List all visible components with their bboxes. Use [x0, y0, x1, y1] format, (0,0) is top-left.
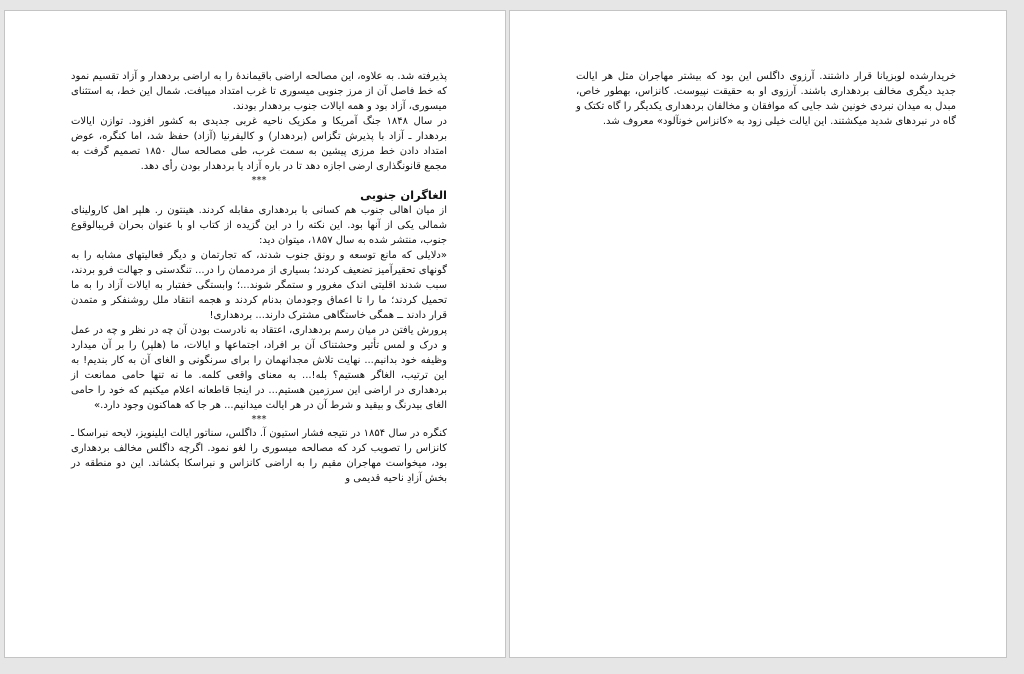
section-heading: الغاگران جنوبی: [360, 188, 447, 202]
page-left: [4, 10, 506, 658]
paragraph: خریدارشده لوبزیانا قرار داشتند. آرزوی داگلس این بود که بیشتر مهاجران مثل هر ایالت جدید دیگری مخالف بردهداری باشند. آرزوی او به حقیقت نپیوست. کانزاس، بهطور خاص، مبدل به میدان نبردی خونین شد جایی که موافقان و مخالفان بردهداری یکدیگر را گاه تکتک و گاه در نبردهای شدید میکشتند. این ایالت خیلی زود به «کانزاس خونآلود» معروف شد.: [576, 71, 956, 127]
quote-paragraph: «دلایلی که مانع توسعه و رونق جنوب شدند، که تجارتمان و دیگر فعالیتهای مشابه را به گونهای تحقیرآمیز تضعیف کردند؛ بسیاری از مردممان را در... تنگدستی و جهالت فرو بردند، سبب شدند اقلیتی اندک مغرور و ستمگر شوند...؛ وابستگی خفتبار به ایالات آزاد را به ما تحمیل کردند؛ ما را تا اعماق وجودمان بدنام کردند و هجمه انتقاد ملل روشنفکر و متمدن قرار دادند ــ همگی خاستگاهی مشترک دارند... بردهداری!: [71, 250, 447, 321]
section-separator: ***: [251, 414, 267, 425]
paragraph: کنگره در سال ۱۸۵۴ در نتیجه فشار استیون آ. داگلس، سناتور ایالت ایلینویز، لایحه نبراسکا ـ کانزاس را تصویب کرد که مصالحه میسوری را لغو نمود. اگرچه داگلس مخالف بردهداری بود، میخواست مهاجران مقیم را به اراضی کانزاس و نبراسکا بکشاند. این دو منطقه در بخش آزادِ ناحیه قدیمی و: [71, 428, 447, 484]
page-right-text: [576, 69, 956, 129]
quote-paragraph: پرورش یافتن در میان رسم بردهداری، اعتقاد به نادرست بودن آن چه در نظر و چه در عمل و درک و لمس تأثیر وحشتناک آن بر افراد، اجتماعها و ایالات، ما (هلپر) را بر آن میدارد وظیفه خود بدانیم... نهایت تلاش مجدانهمان را برای سرنگونی و الغای آن به کار بندیم! به این ترتیب، الغاگر هستیم؟ بله!... به معنای واقعی کلمه. ما نه تنها حامی ممانعت از بردهداری در اراضی این سرزمین هستیم... در اینجا قاطعانه اعلام میکنیم که خود را حامی الغای بیدرنگ و بیقید و شرط آن در هر ایالت میدانیم... هر جا که هماکنون وجود دارد.»: [71, 325, 447, 411]
page-right: [509, 10, 1007, 658]
paragraph: در سال ۱۸۴۸ جنگ آمریکا و مکزیک ناحیه غربی جدیدی به کشور افزود. توازن ایالات بردهدار ـ آزاد با پذیرش تگزاس (بردهدار) و کالیفرنیا (آزاد) حفظ شد، اما کنگره، عوض امتداد دادن خط مرزی پیشین به سمت غرب، طی مصالحه سال ۱۸۵۰ تصمیم گرفت به مجمع قانونگذاری ارضی اجازه دهد تا در باره آزاد یا بردهدار بودن رأی دهد.: [71, 116, 448, 172]
paragraph: پذیرفته شد. به علاوه، این مصالحه اراضی باقیماندهٔ را به اراضی بردهدار و آزاد تقسیم نمود که خط فاصل آن از مرز جنوبی میسوری تا غرب امتداد مییافت. شمال این خط، به استثنای میسوری، آزاد بود و همه ایالات جنوب بردهدار بودند.: [71, 71, 447, 112]
page-left-text: [71, 69, 447, 486]
section-separator: ***: [251, 175, 267, 186]
paragraph: از میان اهالی جنوب هم کسانی با بردهداری مقابله کردند. هینتون ر. هلپر اهل کارولینای شمالی یکی از آنها بود. این نکته را در این گزیده از کتاب او با عنوان بحران قریبالوقوع جنوب، منتشر شده به سال ۱۸۵۷، میتوان دید:: [71, 205, 447, 246]
